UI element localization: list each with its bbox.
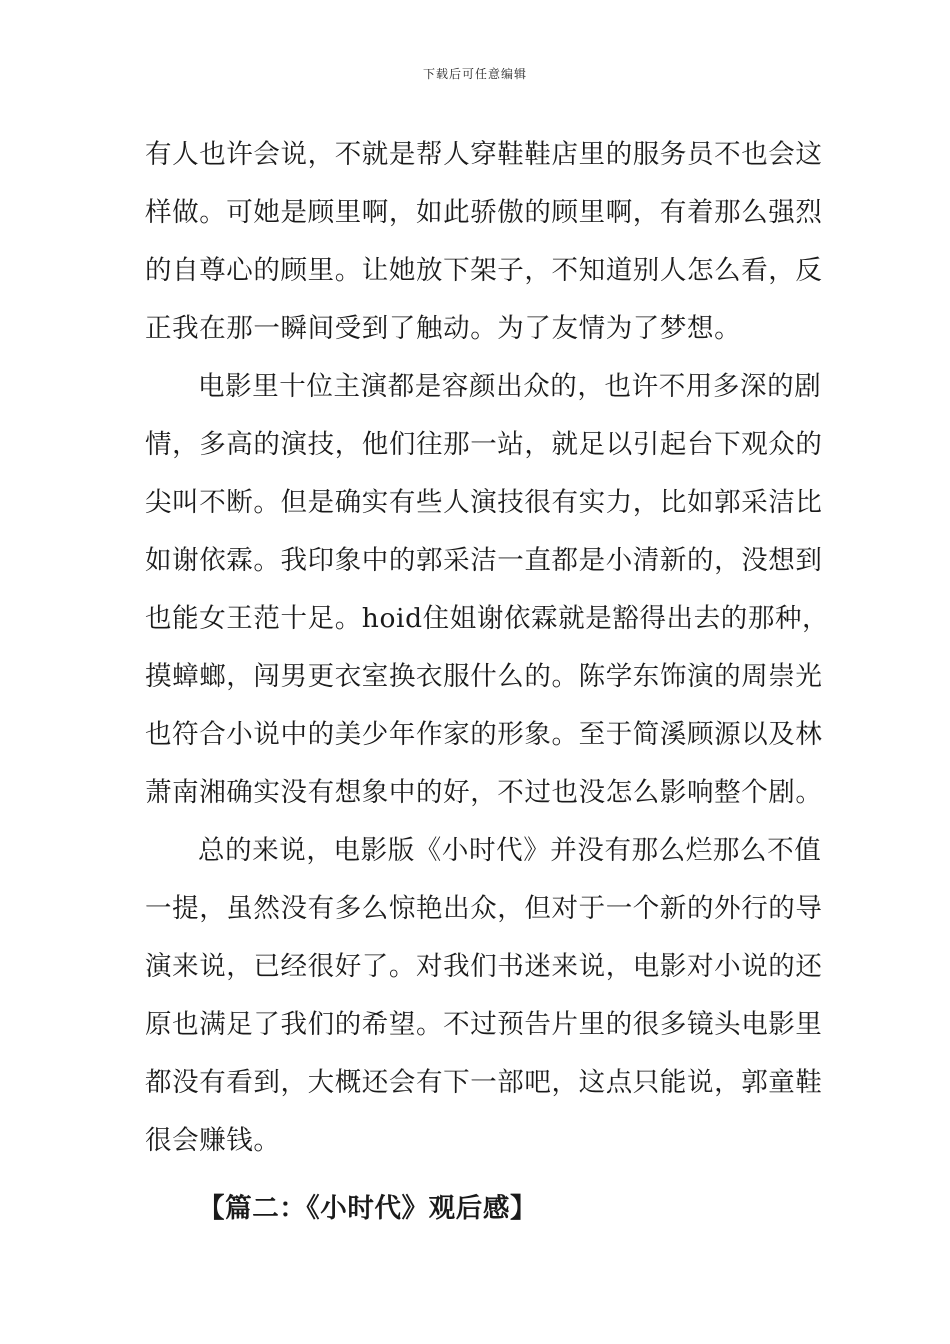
text-line: 萧南湘确实没有想象中的好，不过也没怎么影响整个剧。: [145, 777, 823, 808]
text-line: 如谢依霖。我印象中的郭采洁一直都是小清新的，没想到: [145, 545, 823, 576]
text-line: 都没有看到，大概还会有下一部吧，这点只能说，郭童鞋: [145, 1067, 823, 1098]
document-body: [145, 126, 830, 1238]
text-line: 尖叫不断。但是确实有些人演技很有实力，比如郭采洁比: [145, 487, 823, 518]
header-note: 下载后可任意编辑: [422, 67, 527, 81]
text-line: 也符合小说中的美少年作家的形象。至于简溪顾源以及林: [145, 719, 823, 750]
paragraph-1: [145, 126, 823, 358]
paragraph-3: [145, 822, 823, 1170]
text-line: 情，多高的演技，他们往那一站，就足以引起台下观众的: [145, 429, 823, 460]
text-line: 原也满足了我们的希望。不过预告片里的很多镜头电影里: [145, 1009, 823, 1040]
text-line: 演来说，已经很好了。对我们书迷来说，电影对小说的还: [145, 951, 823, 982]
text-line: 的自尊心的顾里。让她放下架子，不知道别人怎么看，反: [145, 255, 823, 286]
text-line: 摸蟑螂，闯男更衣室换衣服什么的。陈学东饰演的周崇光: [145, 661, 823, 692]
text-line: 很会赚钱。: [145, 1125, 281, 1156]
text-line: 样做。可她是顾里啊，如此骄傲的顾里啊，有着那么强烈: [145, 197, 823, 228]
text-line: 总的来说，电影版《小时代》并没有那么烂那么不值: [198, 835, 822, 866]
section-heading: 【篇二：《小时代》观后感】: [198, 1193, 538, 1224]
paragraph-2: [145, 358, 830, 822]
text-line: 有人也许会说，不就是帮人穿鞋鞋店里的服务员不也会这: [145, 139, 823, 170]
text-line: 一提，虽然没有多么惊艳出众，但对于一个新的外行的导: [145, 893, 823, 924]
text-line: 也能女王范十足。hoid住姐谢依霖就是豁得出去的那种，: [145, 603, 830, 634]
text-line: 电影里十位主演都是容颜出众的，也许不用多深的剧: [198, 371, 822, 402]
text-line: 正我在那一瞬间受到了触动。为了友情为了梦想。: [145, 313, 742, 344]
